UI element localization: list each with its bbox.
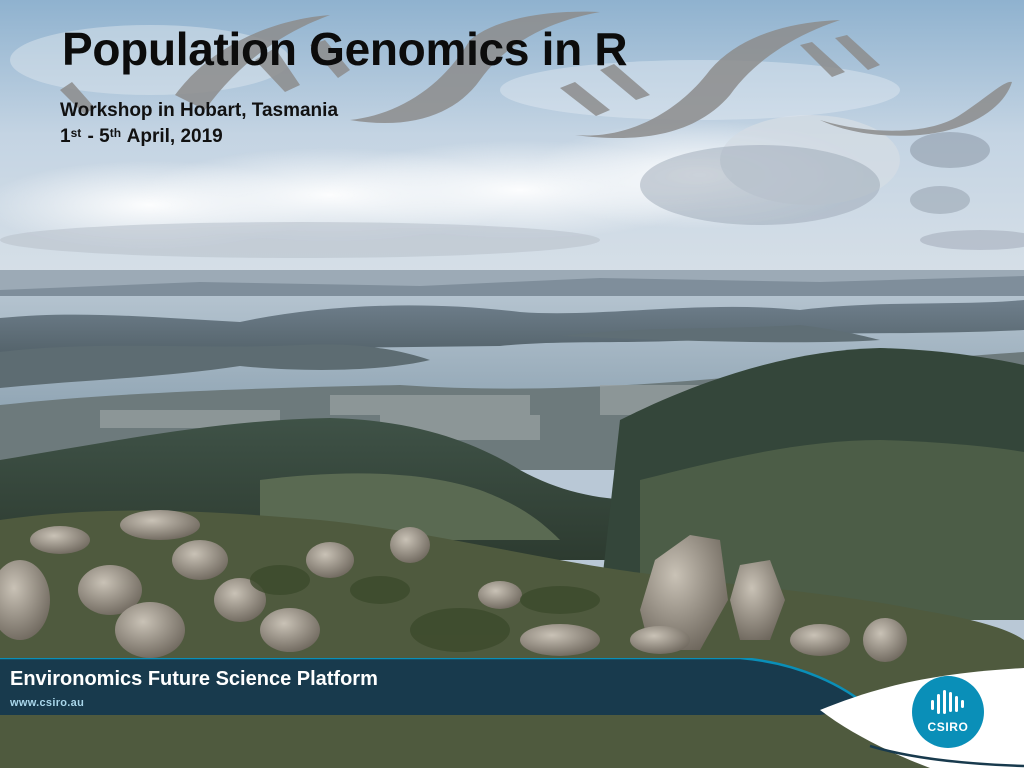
platform-name: Environomics Future Science Platform	[10, 668, 378, 690]
workshop-dates	[60, 124, 338, 150]
date-separator: -	[82, 126, 100, 147]
date-end-suffix: th	[109, 126, 122, 140]
workshop-location: Workshop in Hobart, Tasmania	[60, 100, 339, 121]
logo-text: CSIRO	[927, 720, 969, 734]
date-rest: April, 2019	[122, 126, 223, 147]
csiro-logo	[912, 676, 984, 748]
date-start-day: 1	[60, 126, 71, 147]
subtitle-block	[60, 98, 338, 150]
date-end-day: 5	[99, 126, 110, 147]
slide-title: Population Genomics in R	[62, 23, 628, 75]
website-link[interactable]: www.csiro.au	[10, 697, 85, 709]
csiro-logo-bars-icon	[929, 688, 967, 718]
date-start-suffix: st	[70, 126, 82, 140]
